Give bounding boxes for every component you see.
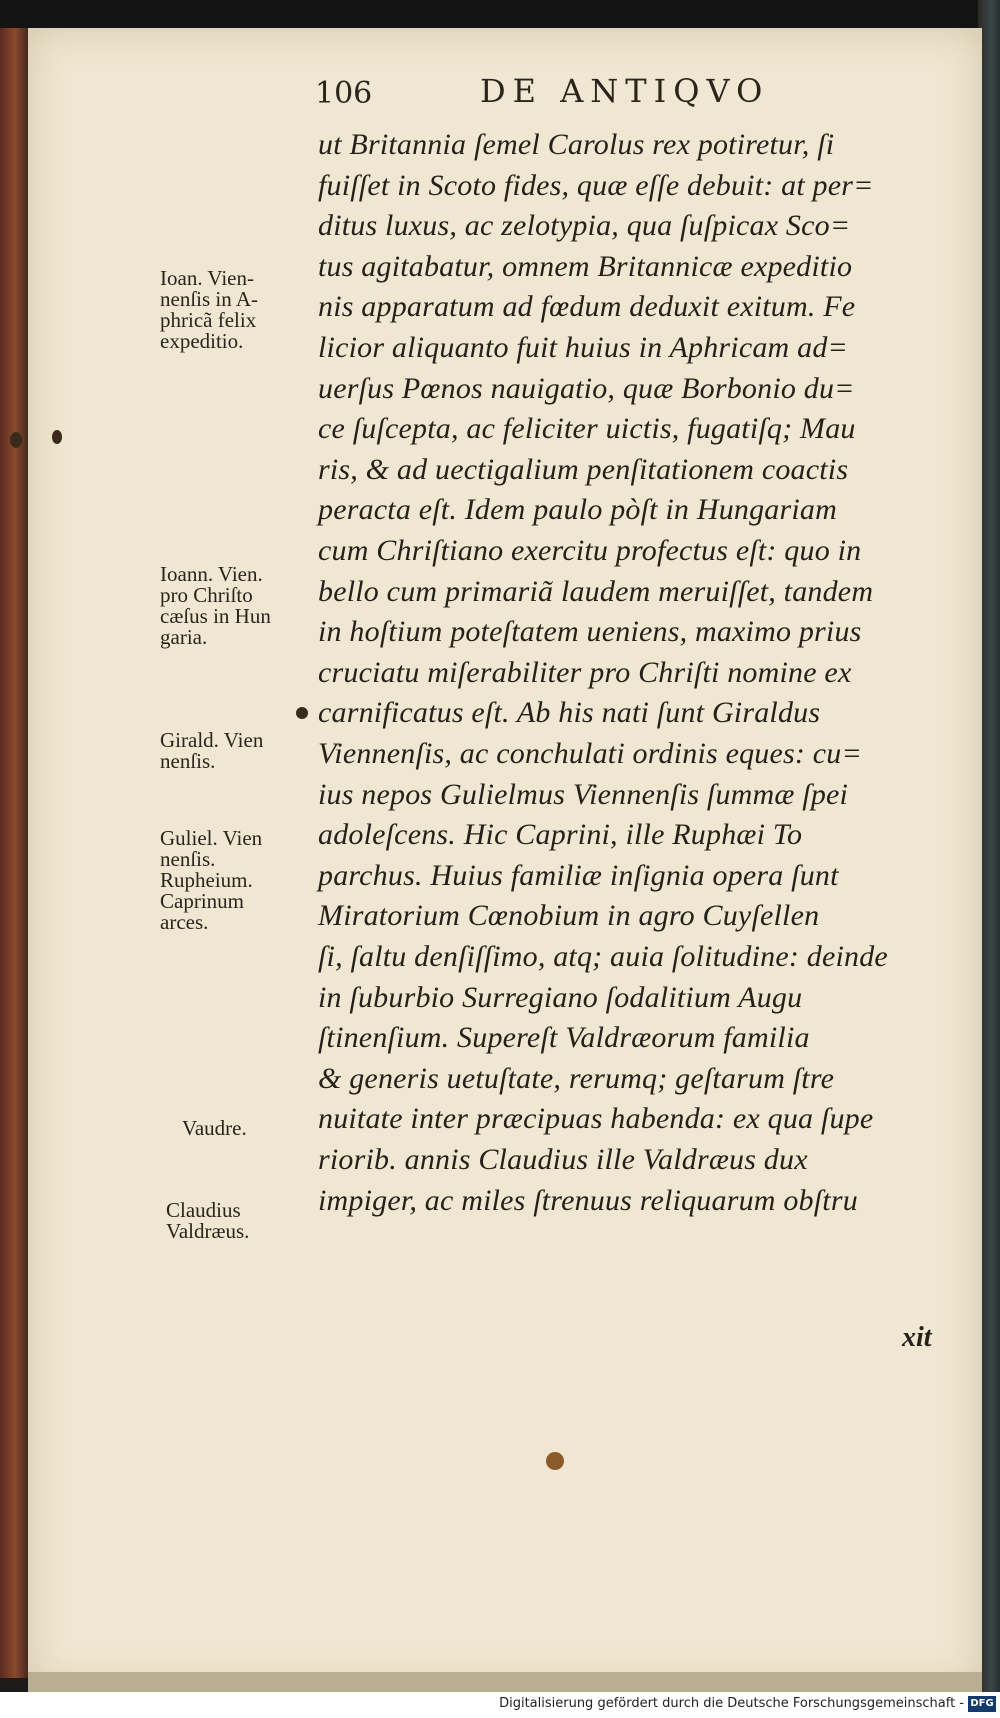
margin-note-line: Claudius (166, 1198, 241, 1222)
text-line: ius nepos Gulielmus Viennenſis ſummæ ſpei (318, 778, 849, 811)
margin-note-line: Caprinum (160, 889, 244, 913)
text-line: fuiſſet in Scoto fides, quæ eſſe debuit: at per= (318, 169, 874, 202)
dfg-logo-icon: DFG (968, 1696, 996, 1712)
text-line: nuitate inter præcipuas habenda: ex qua ſupe (318, 1102, 874, 1135)
margin-note (160, 564, 271, 648)
scan-background-top (0, 0, 1000, 30)
margin-note-line: pro Chriſto (160, 583, 253, 607)
text-line: parchus. Huius familiæ inſignia opera ſunt (318, 859, 839, 892)
running-title: DE ANTIQVO (480, 72, 770, 110)
margin-note-line: nenſis in A- (160, 287, 258, 311)
catchword: xit (902, 1322, 932, 1353)
margin-note (160, 828, 262, 933)
text-line: & generis uetuſtate, rerumq; geſtarum ſtre (318, 1062, 835, 1095)
margin-note-line: Girald. Vien (160, 728, 264, 752)
ink-spot (10, 432, 22, 448)
text-line: adoleſcens. Hic Caprini, ille Ruphæi To (318, 818, 803, 851)
margin-note (166, 1200, 249, 1242)
ink-spot (296, 707, 308, 719)
margin-note-line: Guliel. Vien (160, 826, 263, 850)
margin-note-line: Vaudre. (182, 1116, 247, 1140)
text-line: bello cum primariã laudem meruiſſet, tandem (318, 575, 874, 608)
text-line: ce ſuſcepta, ac feliciter uictis, fugatiſq; Mau (318, 412, 856, 445)
page-header (315, 72, 835, 116)
page-number: 106 (315, 76, 373, 111)
page-bottom-edge (28, 1672, 982, 1692)
margin-note-line: phricã felix (160, 308, 257, 332)
margin-note-line: arces. (160, 910, 209, 934)
text-line: ſtinenſium. Supereſt Valdræorum familia (318, 1021, 810, 1054)
text-line: riorib. annis Claudius ille Valdræus dux (318, 1143, 808, 1176)
margin-note-line: Valdræus. (166, 1219, 250, 1243)
text-line: tus agitabatur, omnem Britannicæ expeditio (318, 250, 853, 283)
text-line: in hoſtium poteſtatem ueniens, maximo prius (318, 615, 862, 648)
footer-bar (0, 1692, 1000, 1718)
margin-note-line: cæſus in Hun (160, 604, 271, 628)
text-line: cum Chriſtiano exercitu profectus eſt: quo in (318, 534, 862, 567)
text-line: ditus luxus, ac zelotypia, qua ſuſpicax Sco= (318, 209, 851, 242)
margin-note-line: nenſis. (160, 847, 216, 871)
text-line: Miratorium Cœnobium in agro Cuyſellen (318, 899, 820, 932)
margin-note (182, 1118, 247, 1139)
margin-note (160, 268, 258, 352)
footer-credit: Digitalisierung gefördert durch die Deutsche Forschungsgemeinschaft - (499, 1696, 964, 1711)
ink-spot (546, 1452, 564, 1470)
text-line: carnificatus eſt. Ab his nati ſunt Giraldus (318, 696, 821, 729)
margin-note-line: Ioan. Vien- (160, 266, 254, 290)
text-line: in ſuburbio Surregiano ſodalitium Augu (318, 981, 803, 1014)
margin-note-line: garia. (160, 625, 208, 649)
margin-note-line: Ioann. Vien. (160, 562, 263, 586)
text-line: cruciatu miſerabiliter pro Chriſti nomine ex (318, 656, 852, 689)
book-cover-left-edge (0, 28, 30, 1678)
text-line: uerſus Pœnos nauigatio, quæ Borbonio du= (318, 372, 855, 405)
ink-spot (52, 430, 62, 444)
text-line: Viennenſis, ac conchulati ordinis eques: cu= (318, 737, 862, 770)
margin-note (160, 730, 263, 772)
text-line: ſi, ſaltu denſiſſimo, atq; auia ſolitudine: deinde (318, 940, 888, 973)
text-line: nis apparatum ad fœdum deduxit exitum. Fe (318, 290, 856, 323)
text-line: licior aliquanto fuit huius in Aphricam ad= (318, 331, 848, 364)
text-line: ris, & ad uectigalium penſitationem coactis (318, 453, 849, 486)
text-line: impiger, ac miles ſtrenuus reliquarum obſtru (318, 1184, 858, 1217)
text-line: peracta eſt. Idem paulo pòſt in Hungariam (318, 493, 837, 526)
text-line: ut Britannia ſemel Carolus rex potiretur, ſi (318, 128, 835, 161)
margin-note-line: expeditio. (160, 329, 244, 353)
margin-note-line: nenſis. (160, 749, 216, 773)
margin-note-line: Rupheium. (160, 868, 253, 892)
